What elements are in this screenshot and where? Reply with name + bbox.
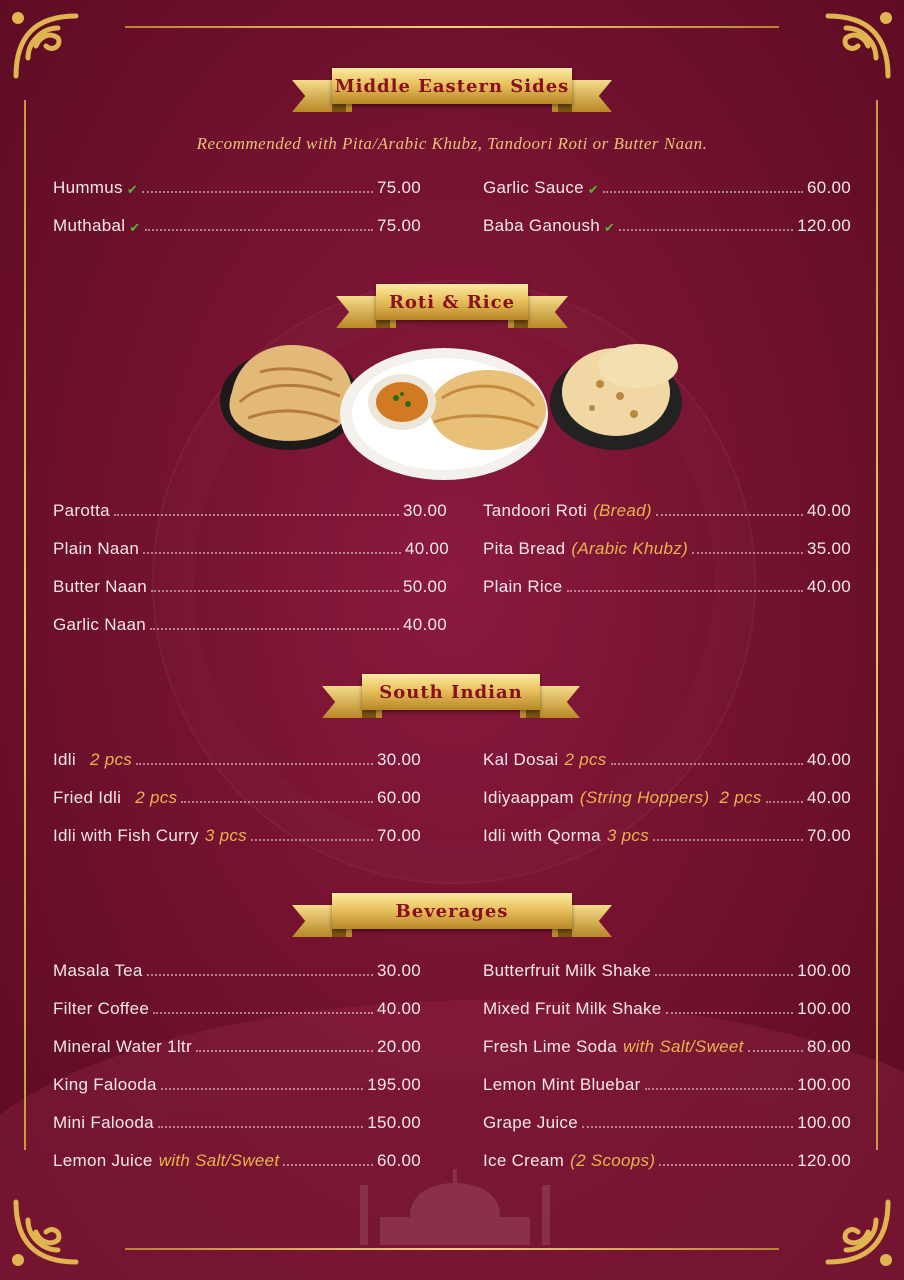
item-name: Kal Dosai [483,750,559,769]
dot-leader [150,628,399,630]
dot-leader [251,839,373,841]
item-price: 30.00 [376,750,421,769]
section-banner-middle-eastern [292,68,612,114]
dot-leader [653,839,803,841]
dot-leader [611,763,803,765]
section-banner-beverages [292,893,612,939]
dot-leader [147,974,373,976]
dot-leader [692,552,803,554]
item-price: 100.00 [797,999,851,1018]
menu-item [483,176,851,198]
dot-leader [656,514,803,516]
item-name: Ice Cream [483,1151,565,1170]
menu-item [483,575,851,597]
item-name: Muthabal [53,216,126,235]
item-price: 60.00 [376,1151,421,1170]
menu-item [53,575,447,597]
item-price: 70.00 [376,826,421,845]
item-name: Masala Tea [53,961,143,980]
corner-ornament-icon [818,6,898,86]
item-price: 40.00 [806,577,851,596]
item-name: Parotta [53,501,110,520]
dot-leader [151,590,399,592]
item-price: 40.00 [404,539,449,558]
dot-leader [136,763,373,765]
dot-leader [659,1164,793,1166]
dot-leader [748,1050,803,1052]
menu-item [483,748,851,770]
item-note: 2 pcs [89,750,133,769]
item-name: Idli with Fish Curry [53,826,199,845]
item-name: Lemon Juice [53,1151,153,1170]
item-name: Lemon Mint Bluebar [483,1075,641,1094]
item-name: Garlic Sauce [483,178,584,197]
item-name: Fried Idli [53,788,122,807]
menu-item [483,499,851,521]
item-name: Filter Coffee [53,999,150,1018]
item-price: 60.00 [806,178,851,197]
item-name: Mixed Fruit Milk Shake [483,999,662,1018]
dot-leader [114,514,399,516]
section-title: Beverages [395,900,509,922]
item-note: (String Hoppers) 2 pcs [579,788,762,807]
menu-item [483,1073,851,1095]
dot-leader [181,801,373,803]
item-note: (2 Scoops) [570,1151,656,1170]
item-name: Butter Naan [53,577,148,596]
item-name: Mini Falooda [53,1113,154,1132]
mosque-silhouette-icon [350,1165,560,1245]
veg-leaf-icon: ✔ [126,182,139,197]
menu-item [53,176,421,198]
menu-item [53,1111,421,1133]
item-price: 40.00 [806,750,851,769]
item-price: 195.00 [367,1075,421,1094]
dot-leader [145,229,373,231]
dot-leader [567,590,803,592]
menu-item [483,214,851,236]
dot-leader [158,1126,363,1128]
item-price: 100.00 [797,961,851,980]
item-note: (Arabic Khubz) [571,539,689,558]
item-name: Butterfruit Milk Shake [483,961,652,980]
section-title: Middle Eastern Sides [334,75,570,97]
item-price: 40.00 [402,615,447,634]
item-price: 30.00 [402,501,447,520]
corner-ornament-icon [6,6,86,86]
item-price: 20.00 [376,1037,421,1056]
section-title: South Indian [379,681,523,703]
item-note: with Salt/Sweet [158,1151,280,1170]
section-banner-south-indian [322,674,580,720]
item-note: 2 pcs [564,750,607,769]
item-note: 3 pcs [204,826,247,845]
menu-item [483,786,851,808]
item-name: Plain Naan [53,539,140,558]
item-name: Grape Juice [483,1113,578,1132]
menu-item [483,824,851,846]
item-price: 50.00 [402,577,447,596]
dot-leader [196,1050,373,1052]
item-price: 40.00 [376,999,421,1018]
dot-leader [645,1088,794,1090]
menu-item [53,786,421,808]
top-border-line [125,26,779,28]
veg-leaf-icon: ✔ [587,182,600,197]
corner-ornament-icon [6,1192,86,1272]
menu-item [483,1035,851,1057]
dot-leader [143,552,401,554]
veg-leaf-icon: ✔ [604,220,616,235]
corner-ornament-icon [818,1192,898,1272]
menu-item [53,214,421,236]
dot-leader [603,191,803,193]
left-border-line [24,100,26,1150]
item-name: Fresh Lime Soda [483,1037,617,1056]
menu-item [53,499,447,521]
item-name: Baba Ganoush [483,216,601,235]
item-price: 75.00 [376,178,421,197]
menu-item [53,613,447,635]
dot-leader [142,191,373,193]
item-price: 120.00 [797,1151,851,1170]
menu-item [483,537,851,559]
menu-item [483,997,851,1019]
right-border-line [876,100,878,1150]
item-note: with Salt/Sweet [622,1037,744,1056]
item-name: Idli with Qorma [483,826,601,845]
dot-leader [619,229,793,231]
food-photo-image [220,322,684,484]
item-price: 30.00 [376,961,421,980]
item-price: 80.00 [806,1037,851,1056]
item-note: 3 pcs [606,826,650,845]
item-name: Plain Rice [483,577,563,596]
item-name: King Falooda [53,1075,157,1094]
item-price: 60.00 [376,788,421,807]
item-price: 100.00 [797,1075,851,1094]
item-name: Pita Bread [483,539,566,558]
bottom-border-line [125,1248,779,1250]
menu-item [53,997,421,1019]
menu-item [53,959,421,981]
item-price: 40.00 [806,788,851,807]
section-subtitle: Recommended with Pita/Arabic Khubz, Tandoori Roti or Butter Naan. [196,134,708,153]
item-name: Tandoori Roti [483,501,588,520]
item-price: 150.00 [367,1113,421,1132]
item-price: 75.00 [376,216,421,235]
dot-leader [161,1088,363,1090]
dot-leader [666,1012,794,1014]
item-name: Mineral Water 1ltr [53,1037,192,1056]
menu-item [53,748,421,770]
menu-item [483,959,851,981]
item-price: 100.00 [797,1113,851,1132]
veg-leaf-icon: ✔ [129,220,141,235]
item-name: Garlic Naan [53,615,147,634]
item-price: 70.00 [806,826,851,845]
item-name: Idiyaappam [483,788,574,807]
menu-item [53,1035,421,1057]
menu-item [483,1111,851,1133]
section-title: Roti & Rice [388,291,516,313]
menu-item [53,824,421,846]
menu-item [53,1073,421,1095]
item-price: 120.00 [797,216,851,235]
item-note: 2 pcs [135,788,178,807]
item-price: 40.00 [806,501,851,520]
menu-item [53,537,449,559]
item-name: Idli [53,750,76,769]
item-price: 35.00 [806,539,851,558]
dot-leader [582,1126,793,1128]
dot-leader [153,1012,373,1014]
item-note: (Bread) [593,501,652,520]
dot-leader [766,801,803,803]
item-name: Hummus [53,178,123,197]
dot-leader [655,974,793,976]
